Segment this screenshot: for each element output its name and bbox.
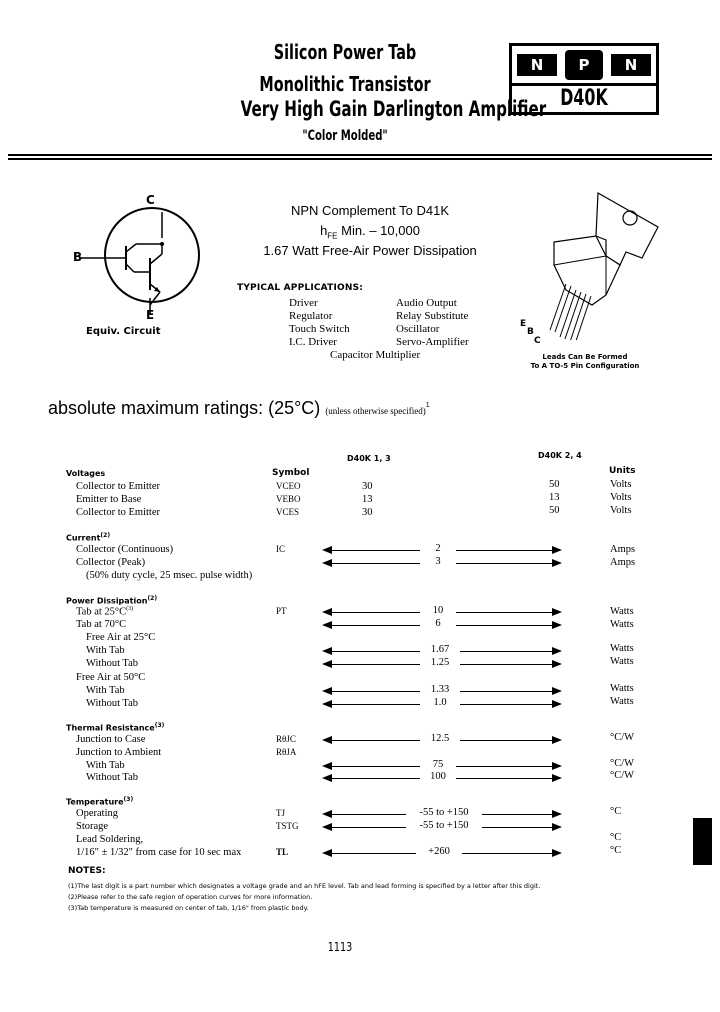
npn-logo	[509, 43, 659, 115]
range-arrow	[322, 558, 562, 570]
row-label: Without Tab	[86, 658, 139, 669]
col-grade-1: D40K 1, 3	[347, 454, 391, 463]
col-symbol: Symbol	[272, 468, 310, 478]
range-arrow	[322, 659, 562, 671]
row-unit: Amps	[610, 544, 636, 555]
section-thermal	[66, 722, 164, 733]
row-unit: °C/W	[610, 758, 635, 769]
row-value: 1.0	[420, 697, 460, 708]
row-unit: Watts	[610, 656, 634, 667]
range-arrow	[322, 773, 562, 785]
row-value-grade2: 50	[549, 505, 560, 516]
row-label: With Tab	[86, 645, 125, 656]
row-value: 3	[420, 556, 456, 567]
hfe-h: h	[320, 223, 328, 238]
row-unit: °C	[610, 832, 622, 843]
title-line-1: Silicon Power Tab	[273, 40, 417, 64]
logo-letter-p: P	[565, 50, 603, 80]
lead-b-label: B	[527, 327, 534, 337]
row-symbol: VEBO	[276, 494, 301, 504]
header-divider-2	[8, 158, 712, 160]
app-servo-amplifier: Servo-Amplifier	[396, 336, 469, 348]
app-touch-switch: Touch Switch	[289, 323, 350, 335]
row-unit: Amps	[610, 557, 636, 568]
row-label: Free Air at 50°C	[76, 672, 146, 683]
row-value-grade2: 50	[549, 479, 560, 490]
power-dissipation-line: 1.67 Watt Free-Air Power Dissipation	[263, 243, 477, 258]
row-symbol: PT	[276, 606, 287, 616]
logo-letter-n1: N	[517, 54, 557, 76]
header-divider	[8, 154, 712, 156]
row-label-text: Tab at 25°C	[76, 606, 127, 618]
row-label: Junction to Case	[76, 734, 146, 745]
row-label: Tab at 70°C	[76, 619, 127, 630]
lead-c-label: C	[534, 336, 541, 346]
note-2: (2)Please refer to the safe region of operation curves for more information.	[68, 893, 313, 901]
row-value: 75	[420, 759, 456, 770]
circuit-caption: Equiv. Circuit	[86, 326, 161, 337]
row-value: 10	[420, 605, 456, 616]
section-power	[66, 595, 157, 606]
notes-heading: NOTES:	[68, 866, 106, 876]
col-units: Units	[609, 466, 636, 476]
range-arrow	[322, 848, 562, 860]
ratings-subtitle: (unless otherwise specified)	[325, 406, 426, 416]
row-symbol: TL	[276, 847, 289, 857]
app-audio-output: Audio Output	[396, 297, 457, 309]
col-grade-2: D40K 2, 4	[538, 451, 582, 460]
row-label: Without Tab	[86, 698, 139, 709]
row-label	[76, 606, 133, 618]
hfe-line	[230, 223, 510, 241]
row-value: 1.33	[420, 684, 460, 695]
row-unit: Volts	[610, 492, 632, 503]
title-line-4: "Color Molded"	[302, 128, 388, 144]
row-label: 1/16" ± 1/32" from case for 10 sec max	[76, 847, 242, 858]
range-arrow	[322, 620, 562, 632]
section-thermal-sup: (3)	[154, 722, 165, 729]
section-current-sup: (2)	[100, 532, 111, 539]
note-3: (3)Tab temperature is measured on center of tab, 1/16" from plastic body.	[68, 904, 309, 912]
title-line-2: Monolithic Transistor	[259, 72, 431, 96]
row-value-grade1: 13	[362, 494, 373, 505]
row-value: +260	[416, 846, 462, 857]
row-unit: Volts	[610, 479, 632, 490]
row-symbol: RθJC	[276, 734, 296, 744]
app-driver: Driver	[289, 297, 318, 309]
row-unit: °C/W	[610, 732, 635, 743]
section-thermal-label: Thermal Resistance	[66, 723, 155, 733]
applications-heading: TYPICAL APPLICATIONS:	[237, 283, 364, 293]
row-symbol: VCES	[276, 507, 300, 517]
title-line-3: Very High Gain Darlington Amplifier	[240, 97, 547, 121]
app-oscillator: Oscillator	[396, 323, 440, 335]
app-ic-driver: I.C. Driver	[289, 336, 337, 348]
row-unit: Watts	[610, 683, 634, 694]
section-thumb-tab	[693, 818, 712, 865]
app-capacitor-multiplier: Capacitor Multiplier	[330, 349, 421, 361]
hfe-value: Min. – 10,000	[337, 223, 420, 238]
row-value: 2	[420, 543, 456, 554]
row-symbol: VCEO	[276, 481, 301, 491]
row-unit: °C/W	[610, 770, 635, 781]
row-value-grade1: 30	[362, 507, 373, 518]
row-unit: Watts	[610, 696, 634, 707]
logo-letters	[512, 46, 656, 86]
row-value: 12.5	[420, 733, 460, 744]
row-label: Without Tab	[86, 772, 139, 783]
terminal-b-label: B	[73, 250, 83, 264]
row-label: (50% duty cycle, 25 msec. pulse width)	[86, 570, 253, 581]
part-number: D40K	[560, 86, 608, 111]
lead-forming-note-1: Leads Can Be Formed	[542, 353, 628, 361]
row-label: With Tab	[86, 685, 125, 696]
row-value: 6	[420, 618, 456, 629]
app-relay-substitute: Relay Substitute	[396, 310, 469, 322]
row-label: Collector (Continuous)	[76, 544, 174, 555]
row-value: -55 to +150	[406, 807, 482, 818]
row-label: Collector (Peak)	[76, 557, 146, 568]
lead-e-label: E	[520, 319, 527, 329]
row-label: Emitter to Base	[76, 494, 142, 505]
hfe-sub: FE	[327, 231, 338, 241]
row-label: With Tab	[86, 760, 125, 771]
row-label: Operating	[76, 808, 118, 819]
section-current	[66, 532, 110, 543]
row-value: 1.25	[420, 657, 460, 668]
row-symbol: RθJA	[276, 747, 297, 757]
lead-forming-note-2: To A TO-5 Pin Configuration	[530, 362, 640, 370]
section-temperature-sup: (3)	[123, 796, 134, 803]
logo-letter-n2: N	[611, 54, 651, 76]
range-arrow	[322, 735, 562, 747]
row-unit: °C	[610, 845, 622, 856]
to-220-package-icon	[510, 190, 660, 340]
range-arrow	[322, 699, 562, 711]
row-value: -55 to +150	[406, 820, 482, 831]
section-power-sup: (2)	[147, 595, 158, 602]
row-value-grade1: 30	[362, 481, 373, 492]
row-symbol: TSTG	[276, 821, 299, 831]
section-temperature	[66, 796, 133, 807]
row-label: Junction to Ambient	[76, 747, 162, 758]
section-current-label: Current	[66, 533, 101, 543]
row-value-grade2: 13	[549, 492, 560, 503]
range-arrow	[322, 822, 562, 834]
row-label: Storage	[76, 821, 109, 832]
note-1: (1)The last digit is a part number which designates a voltage grade and an hFE level. Tab and lead forming is specified by a letter after this digit.	[68, 882, 541, 890]
row-unit: °C	[610, 806, 622, 817]
row-unit: Watts	[610, 643, 634, 654]
row-label: Collector to Emitter	[76, 481, 160, 492]
section-temperature-label: Temperature	[66, 797, 124, 807]
row-label: Free Air at 25°C	[86, 632, 156, 643]
ratings-subtitle-sup: 1	[425, 402, 430, 409]
row-label: Collector to Emitter	[76, 507, 160, 518]
row-symbol: TJ	[276, 808, 285, 818]
row-label: Lead Soldering,	[76, 834, 144, 845]
darlington-circuit-icon	[70, 190, 210, 340]
complement-line: NPN Complement To D41K	[291, 203, 449, 218]
row-unit: Watts	[610, 619, 634, 630]
terminal-c-label: C	[146, 193, 155, 207]
row-value: 100	[420, 771, 456, 782]
row-unit: Watts	[610, 606, 634, 617]
section-voltages: Voltages	[66, 469, 106, 478]
ratings-title	[48, 398, 430, 419]
row-unit: Volts	[610, 505, 632, 516]
page-number: 1113	[327, 940, 353, 954]
row-symbol: IC	[276, 544, 285, 554]
app-regulator: Regulator	[289, 310, 333, 322]
ratings-title-text: absolute maximum ratings: (25°C)	[48, 398, 321, 418]
terminal-e-label: E	[146, 308, 155, 322]
row-value: 1.67	[420, 644, 460, 655]
row-label-sup: (3)	[126, 606, 134, 612]
section-power-label: Power Dissipation	[66, 596, 148, 606]
